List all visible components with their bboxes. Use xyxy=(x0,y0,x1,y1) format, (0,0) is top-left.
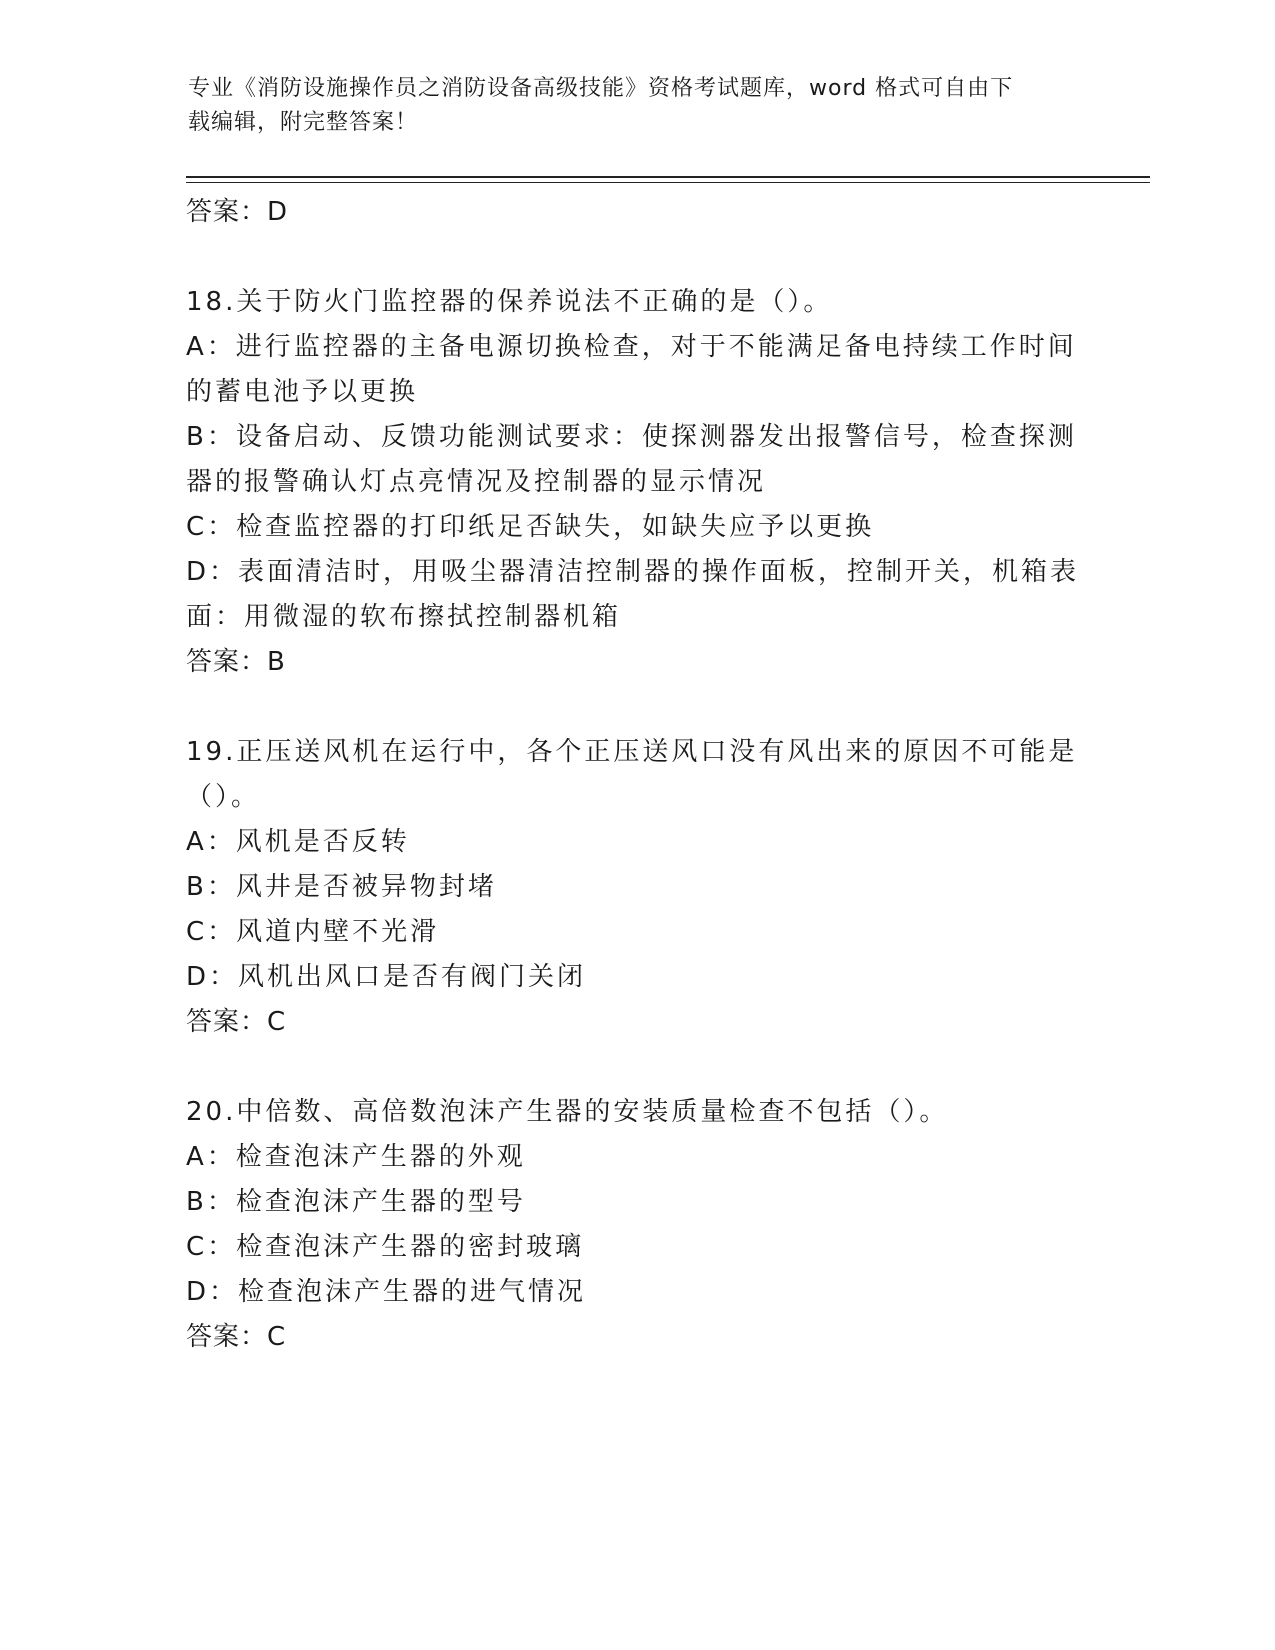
option-c: C：检查泡沫产生器的密封玻璃 xyxy=(186,1232,585,1262)
option-d: D：风机出风口是否有阀门关闭 xyxy=(186,962,587,992)
option-b: B：检查泡沫产生器的型号 xyxy=(186,1187,526,1217)
answer-19: 答案：C xyxy=(186,1007,287,1037)
question-text: 20.中倍数、高倍数泡沫产生器的安装质量检查不包括（）。 xyxy=(186,1097,949,1127)
answer-17: 答案：D xyxy=(186,197,289,227)
question-content xyxy=(186,190,1086,1360)
option-c: C：风道内壁不光滑 xyxy=(186,917,440,947)
question-19 xyxy=(186,730,1086,1045)
option-b-cont: 器的报警确认灯点亮情况及控制器的显示情况 xyxy=(186,467,767,497)
question-20 xyxy=(186,1090,1086,1360)
option-a: A：进行监控器的主备电源切换检查，对于不能满足备电持续工作时间 xyxy=(186,332,1077,362)
option-a: A：风机是否反转 xyxy=(186,827,410,857)
header-divider-secondary xyxy=(186,182,1150,183)
option-c: C：检查监控器的打印纸足否缺失，如缺失应予以更换 xyxy=(186,512,875,542)
page-header xyxy=(188,72,1068,140)
option-d-cont: 面：用微湿的软布擦拭控制器机箱 xyxy=(186,602,622,632)
option-b: B：设备启动、反馈功能测试要求：使探测器发出报警信号，检查探测 xyxy=(186,422,1077,452)
answer-20: 答案：C xyxy=(186,1322,287,1352)
option-a: A：检查泡沫产生器的外观 xyxy=(186,1142,526,1172)
option-d: D：表面清洁时，用吸尘器清洁控制器的操作面板，控制开关，机箱表 xyxy=(186,557,1080,587)
option-a-cont: 的蓄电池予以更换 xyxy=(186,377,419,407)
option-b: B：风井是否被异物封堵 xyxy=(186,872,497,902)
question-text: 19.正压送风机在运行中，各个正压送风口没有风出来的原因不可能是 xyxy=(186,737,1078,767)
answer-18: 答案：B xyxy=(186,647,286,677)
header-divider xyxy=(186,176,1150,178)
header-line-2: 载编辑，附完整答案！ xyxy=(188,110,419,135)
header-line-1: 专业《消防设施操作员之消防设备高级技能》资格考试题库，word 格式可自由下 xyxy=(188,76,1014,101)
question-18 xyxy=(186,280,1086,685)
question-text: 18.关于防火门监控器的保养说法不正确的是（）。 xyxy=(186,287,833,317)
question-text-cont: （）。 xyxy=(186,782,261,812)
option-d: D：检查泡沫产生器的进气情况 xyxy=(186,1277,587,1307)
